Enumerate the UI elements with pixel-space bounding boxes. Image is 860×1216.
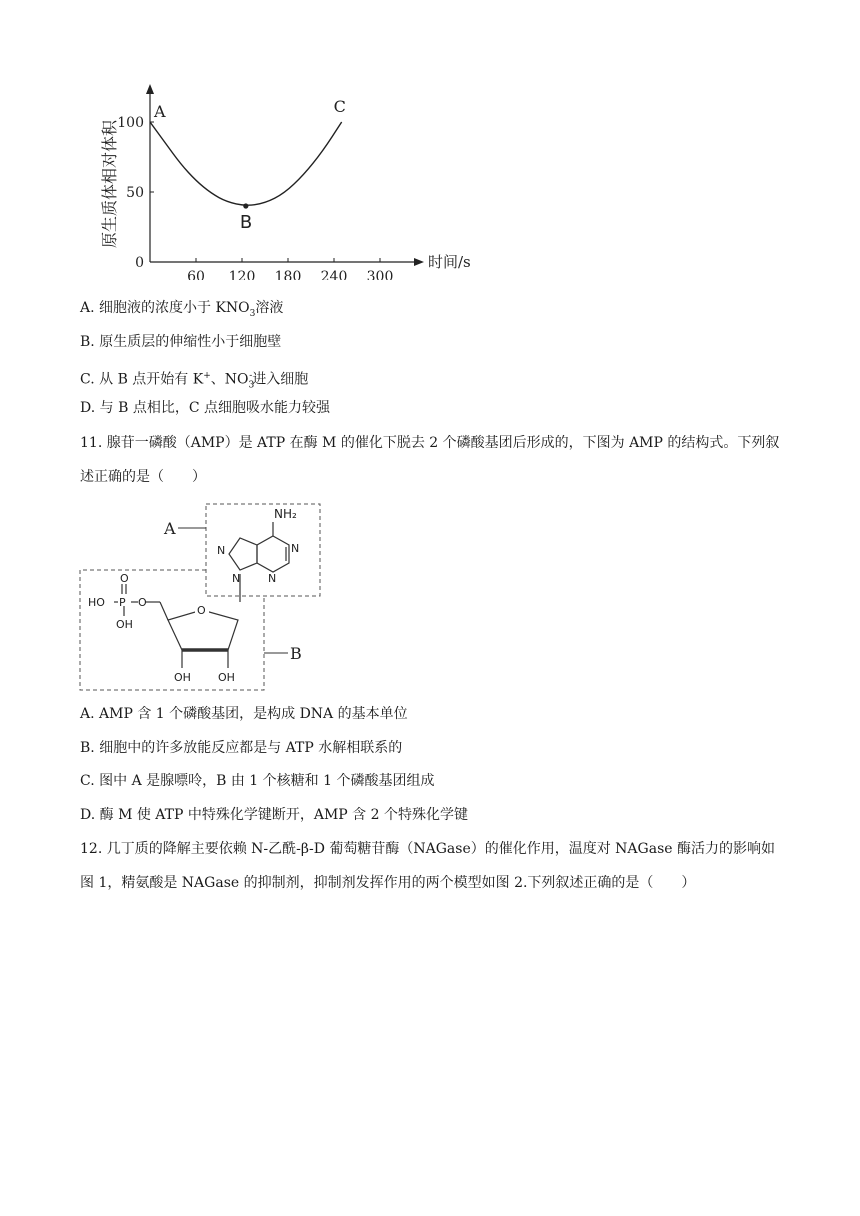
x-tick-label: 120 [228, 269, 256, 280]
n-atom: N [268, 572, 277, 585]
q11-option-c: C. 图中 A 是腺嘌呤，B 由 1 个核糖和 1 个磷酸基团组成 [80, 773, 435, 789]
q10-option-b: B. 原生质层的伸缩性小于细胞壁 [80, 334, 282, 350]
phosphate-o-atom: O [138, 596, 147, 609]
q10-option-a: A. 细胞液的浓度小于 $KNO_3$溶液 [80, 300, 284, 319]
volume-curve [150, 122, 342, 205]
amp-structure-diagram [78, 498, 328, 694]
q10-option-c: C. 从 B 点开始有 K+、$NO_3^-$进入细胞 [80, 371, 309, 391]
oh-label: OH [174, 671, 191, 684]
x-tick-label: 180 [274, 269, 302, 280]
point-c-label: C [333, 97, 346, 116]
ribose-ring [146, 574, 240, 668]
volume-time-chart [90, 80, 490, 280]
x-tick-label: 60 [187, 269, 205, 280]
q11-stem: 11. 腺苷一磷酸（AMP）是 ATP 在酶 M 的催化下脱去 2 个磷酸基团后形成的，下图为 AMP 的结构式。下列叙述正确的是（ ） [80, 435, 780, 485]
oh-label: OH [218, 671, 235, 684]
q12-stem: 12. 几丁质的降解主要依赖 N-乙酰-β-D 葡萄糖苷酶（NAGase）的催化作用，温度对 NAGase 酶活力的影响如图 1，精氨酸是 NAGase 的抑制剂，抑制剂发挥作用的两个模型如图 2.下列叙述正确的是（ ） [80, 841, 775, 891]
adenine-rings [229, 522, 289, 572]
nh2-label: NH₂ [274, 507, 297, 521]
x-tick-label: 300 [366, 269, 394, 280]
n-atom: N [291, 542, 300, 555]
q11-option-d: D. 酶 M 使 ATP 中特殊化学键断开，AMP 含 2 个特殊化学键 [80, 807, 468, 823]
point-b-marker [243, 203, 248, 208]
x-axis-label: 时间/s [428, 253, 471, 271]
n-atom: N [217, 544, 226, 557]
y-tick-label: 50 [126, 185, 144, 201]
q10-option-d: D. 与 B 点相比，C 点细胞吸水能力较强 [80, 400, 330, 416]
oh-label: OH [116, 618, 133, 631]
ring-o-atom: O [197, 604, 206, 617]
n-atom: N [232, 572, 241, 585]
ho-label: HO [88, 596, 105, 609]
point-a-label: A [154, 102, 166, 121]
y-axis-arrow [146, 84, 154, 94]
point-b-label: B [239, 212, 253, 233]
y-axis-label: 原生质体相对体积 [100, 119, 119, 248]
x-axis-arrow [414, 258, 424, 266]
ribose-phosphate-box [80, 570, 264, 690]
x-tick-label: 240 [320, 269, 348, 280]
q11-option-a: A. AMP 含 1 个磷酸基团，是构成 DNA 的基本单位 [80, 706, 408, 722]
label-a: A [164, 519, 176, 538]
phosphate-bonds [114, 584, 138, 616]
y-tick-label: 0 [135, 255, 144, 271]
label-b: B [290, 644, 302, 663]
phosphate-o-atom: O [120, 572, 129, 585]
q11-option-b: B. 细胞中的许多放能反应都是与 ATP 水解相联系的 [80, 740, 403, 756]
y-tick-label: 100 [117, 115, 144, 131]
p-atom: P [119, 596, 126, 609]
